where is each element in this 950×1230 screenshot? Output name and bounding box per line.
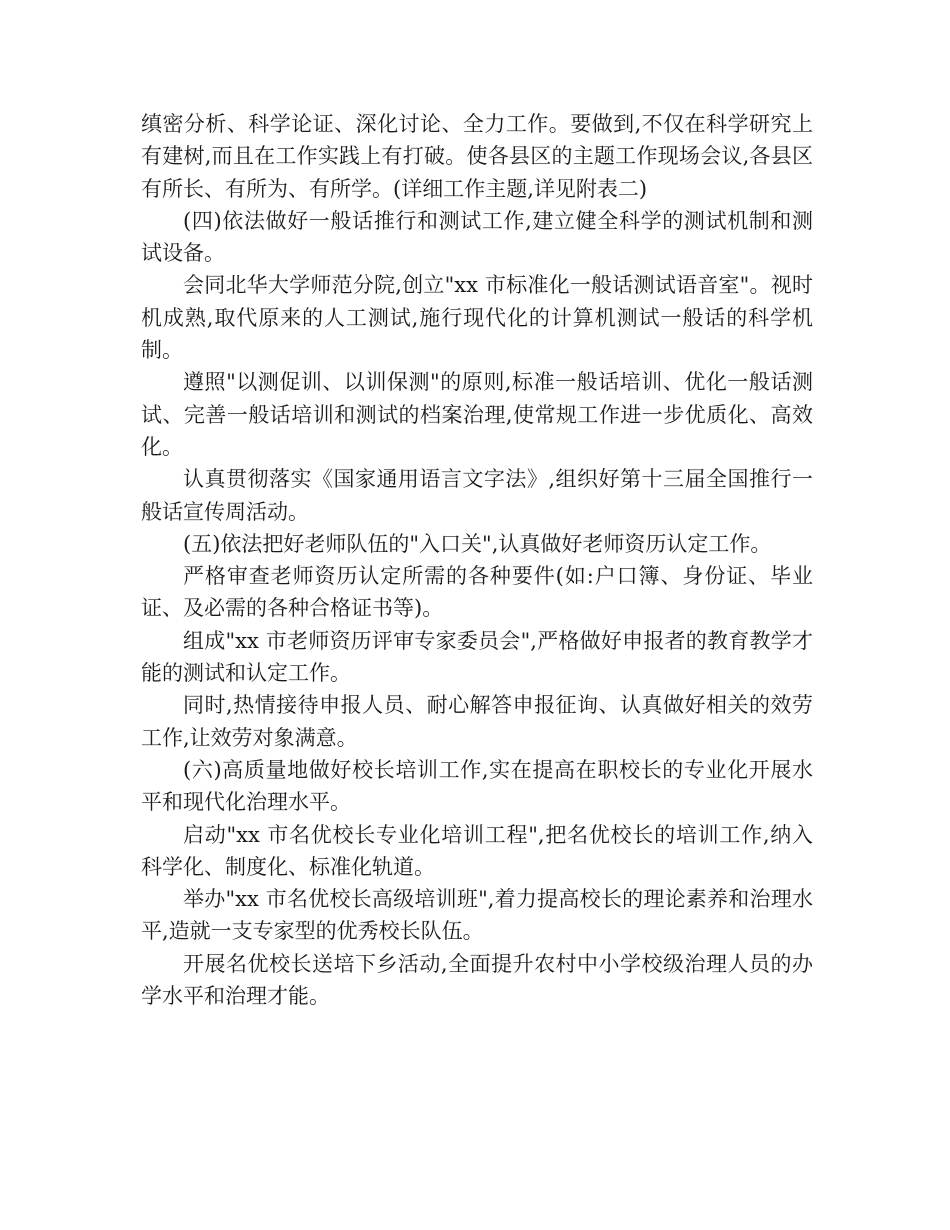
section-heading-6: (六)高质量地做好校长培训工作,实在提高在职校长的专业化开展水平和现代化治理水平。 [141,757,813,815]
paragraph: 举办"xx 市名优校长高级培训班",着力提高校长的理论素养和治理水平,造就一支专家型的优秀校长队伍。 [141,887,813,944]
paragraph: 会同北华大学师范分院,创立"xx 市标准化一般话测试语音室"。视时机成熟,取代原来的人工测试,施行现代化的计算机测试一般话的科学机制。 [141,273,813,363]
section-heading-4: (四)依法做好一般话推行和测试工作,建立健全科学的测试机制和测试设备。 [141,208,813,266]
paragraph-continuation: 缜密分析、科学论证、深化讨论、全力工作。要做到,不仅在科学研究上有建树,而且在工作实践上有打破。使各县区的主题工作现场会议,各县区有所长、有所为、有所学。(详细工作主题,详见附表二) [141,112,813,201]
paragraph: 同时,热情接待申报人员、耐心解答申报征询、认真做好相关的效劳工作,让效劳对象满意。 [141,693,813,750]
paragraph: 组成"xx 市老师资历评审专家委员会",严格做好申报者的教育教学才能的测试和认定工作。 [141,628,813,686]
paragraph: 启动"xx 市名优校长专业化培训工程",把名优校长的培训工作,纳入科学化、制度化、标准化轨道。 [141,822,813,879]
section-heading-5: (五)依法把好老师队伍的"入口关",认真做好老师资历认定工作。 [183,531,772,556]
paragraph: 开展名优校长送培下乡活动,全面提升农村中小学校级治理人员的办学水平和治理才能。 [141,951,813,1009]
document-page [141,108,813,1012]
paragraph: 严格审查老师资历认定所需的各种要件(如:户口簿、身份证、毕业证、及必需的各种合格证书等)。 [141,564,813,621]
paragraph: 认真贯彻落实《国家通用语言文字法》,组织好第十三届全国推行一般话宣传周活动。 [141,467,813,524]
paragraph: 遵照"以测促训、以训保测"的原则,标准一般话培训、优化一般话测试、完善一般话培训和测试的档案治理,使常规工作进一步优质化、高效化。 [141,370,813,459]
